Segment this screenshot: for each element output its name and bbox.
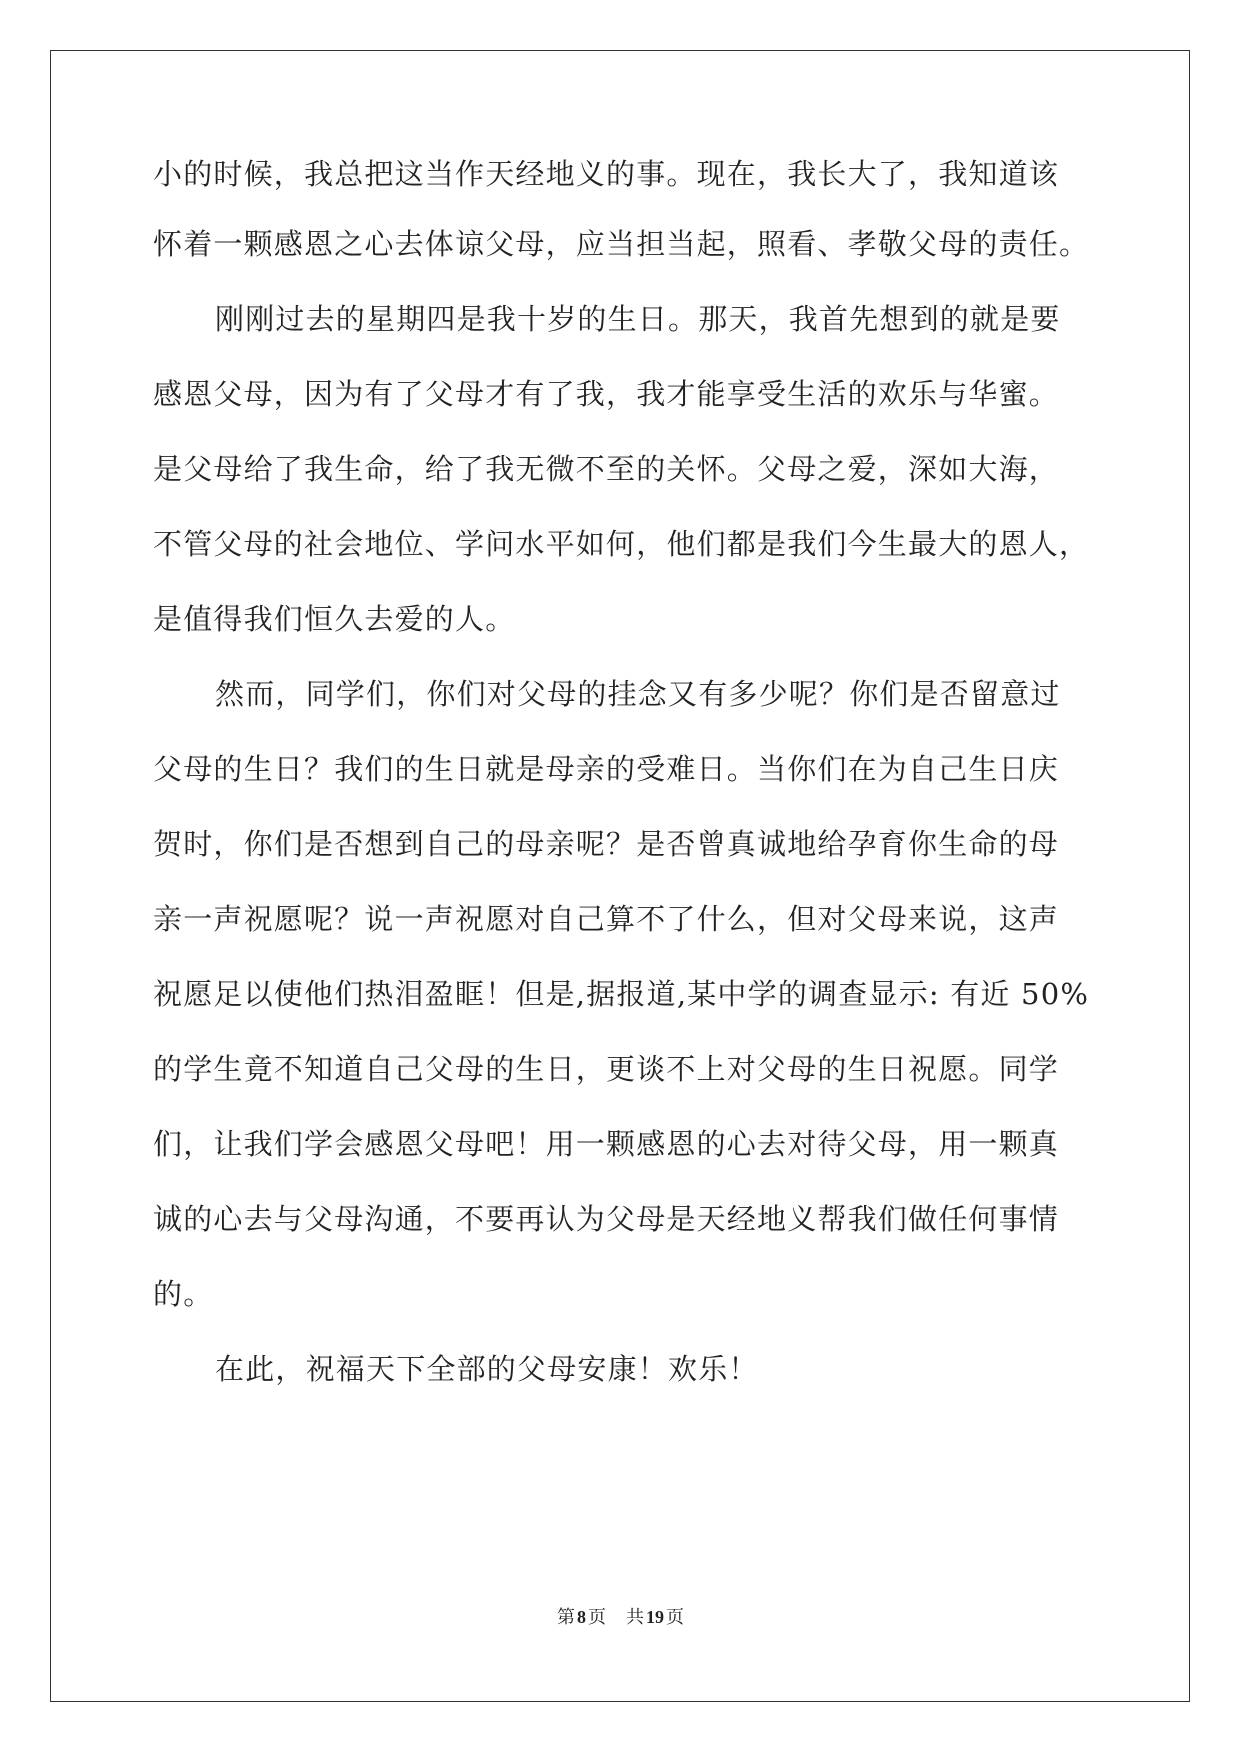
body-line: 感恩父母，因为有了父母才有了我，我才能享受生活的欢乐与华蜜。 <box>153 377 1060 411</box>
body-line: 贺时，你们是否想到自己的母亲呢？是否曾真诚地给孕育你生命的母 <box>153 827 1060 861</box>
body-line: 诚的心去与父母沟通，不要再认为父母是天经地义帮我们做任何事情 <box>153 1202 1060 1236</box>
body-line: 不管父母的社会地位、学问水平如何，他们都是我们今生最大的恩人， <box>153 527 1090 561</box>
body-line: 怀着一颗感恩之心去体谅父母，应当担当起，照看、孝敬父母的责任。 <box>153 227 1090 261</box>
body-line: 们，让我们学会感恩父母吧！用一颗感恩的心去对待父母，用一颗真 <box>153 1127 1060 1161</box>
body-line: 小的时候，我总把这当作天经地义的事。现在，我长大了，我知道该 <box>153 157 1060 191</box>
body-line: 是父母给了我生命，给了我无微不至的关怀。父母之爱，深如大海， <box>153 452 1060 486</box>
total-prefix: 共 <box>626 1607 644 1628</box>
body-line: 父母的生日？我们的生日就是母亲的受难日。当你们在为自己生日庆 <box>153 752 1060 786</box>
page-frame <box>50 50 1190 1702</box>
body-line: 亲一声祝愿呢？说一声祝愿对自己算不了什么，但对父母来说，这声 <box>153 902 1060 936</box>
total-pages: 19 <box>646 1607 664 1627</box>
paragraph-start-line: 刚刚过去的星期四是我十岁的生日。那天，我首先想到的就是要 <box>215 302 1061 336</box>
total-suffix: 页 <box>666 1607 684 1628</box>
paragraph-start-line: 在此，祝福天下全部的父母安康！欢乐！ <box>215 1352 759 1386</box>
paragraph-start-line: 然而，同学们，你们对父母的挂念又有多少呢？你们是否留意过 <box>215 677 1061 711</box>
page-prefix: 第 <box>557 1607 575 1628</box>
page-number: 8 <box>577 1607 586 1627</box>
page-suffix: 页 <box>588 1607 606 1628</box>
body-line: 祝愿足以使他们热泪盈眶！但是,据报道,某中学的调查显示: 有近 50% <box>153 977 1090 1011</box>
body-line: 的。 <box>153 1277 214 1311</box>
body-line: 是值得我们恒久去爱的人。 <box>153 602 516 636</box>
body-line: 的学生竟不知道自己父母的生日，更谈不上对父母的生日祝愿。同学 <box>153 1052 1060 1086</box>
page-footer <box>0 1607 1241 1628</box>
